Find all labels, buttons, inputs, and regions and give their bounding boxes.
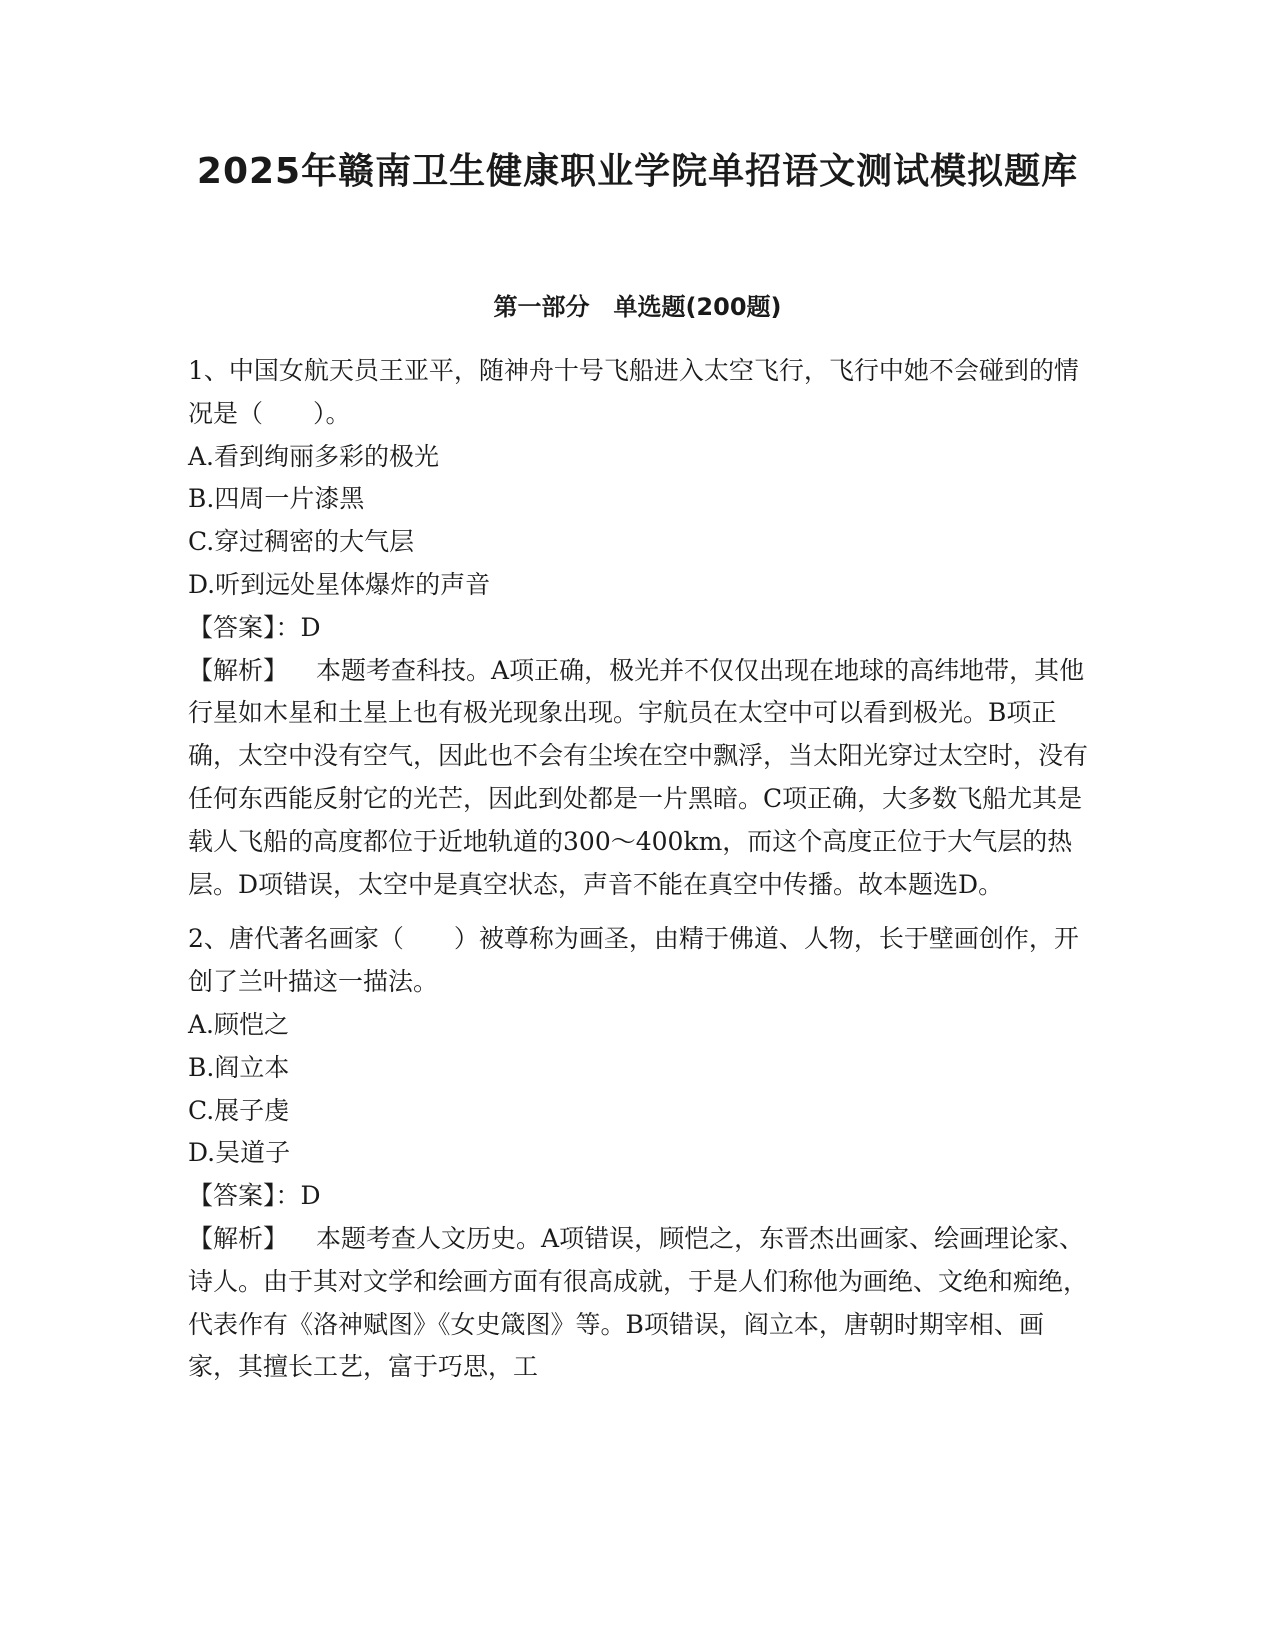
option-b: B.阎立本 [188, 1052, 290, 1082]
option-d: D.听到远处星体爆炸的声音 [188, 569, 491, 599]
section-title: 第一部分 单选题(200题) [493, 293, 782, 321]
option-a: A.看到绚丽多彩的极光 [188, 441, 440, 471]
answer-line [188, 1175, 1088, 1218]
analysis-label: 【解析】 [188, 1223, 289, 1253]
answer-label: 【答案】： [188, 1181, 301, 1211]
question-item [188, 918, 1088, 1389]
option-a: A.顾恺之 [188, 1009, 290, 1039]
analysis-text: 本题考查人文历史。A项错误，顾恺之，东晋杰出画家、绘画理论家、诗人。由于其对文学和绘画方面有很高成就，于是人们称他为画绝、文绝和痴绝，代表作有《洛神赋图》《女史箴图》等。B项错误，阎立本，唐朝时期宰相、画家，其擅长工艺，富于巧思，工 [188, 1223, 1089, 1382]
document-title: 2025年赣南卫生健康职业学院单招语文测试模拟题库 [196, 151, 1079, 192]
option-c: C.展子虔 [188, 1095, 290, 1125]
option-c: C.穿过稠密的大气层 [188, 527, 415, 557]
question-stem: 2、唐代著名画家（ ）被尊称为画圣，由精于佛道、人物，长于壁画创作，开创了兰叶描这一描法。 [188, 924, 1079, 997]
answer-line [188, 607, 1088, 650]
option-b: B.四周一片漆黑 [188, 484, 365, 514]
option-d: D.吴道子 [188, 1138, 291, 1168]
analysis-text: 本题考查科技。A项正确，极光并不仅仅出现在地球的高纬地带，其他行星如木星和土星上也有极光现象出现。宇航员在太空中可以看到极光。B项正确，太空中没有空气，因此也不会有尘埃在空中飘浮，当太阳光穿过太空时，没有任何东西能反射它的光芒，因此到处都是一片黑暗。C项正确，大多数飞船尤其是载人飞船的高度都位于近地轨道的300～400km，而这个高度正位于大气层的热层。D项错误，太空中是真空状态，声音不能在真空中传播。故本题选D。 [188, 655, 1089, 899]
answer-label: 【答案】： [188, 612, 301, 642]
question-item [188, 350, 1088, 906]
answer-value: D [300, 612, 321, 642]
analysis-paragraph [188, 650, 1088, 907]
question-list [188, 350, 1088, 1401]
analysis-paragraph [188, 1218, 1088, 1389]
answer-value: D [300, 1181, 321, 1211]
question-stem: 1、中国女航天员王亚平，随神舟十号飞船进入太空飞行，飞行中她不会碰到的情况是（ ）。 [188, 356, 1079, 428]
analysis-label: 【解析】 [188, 655, 289, 685]
